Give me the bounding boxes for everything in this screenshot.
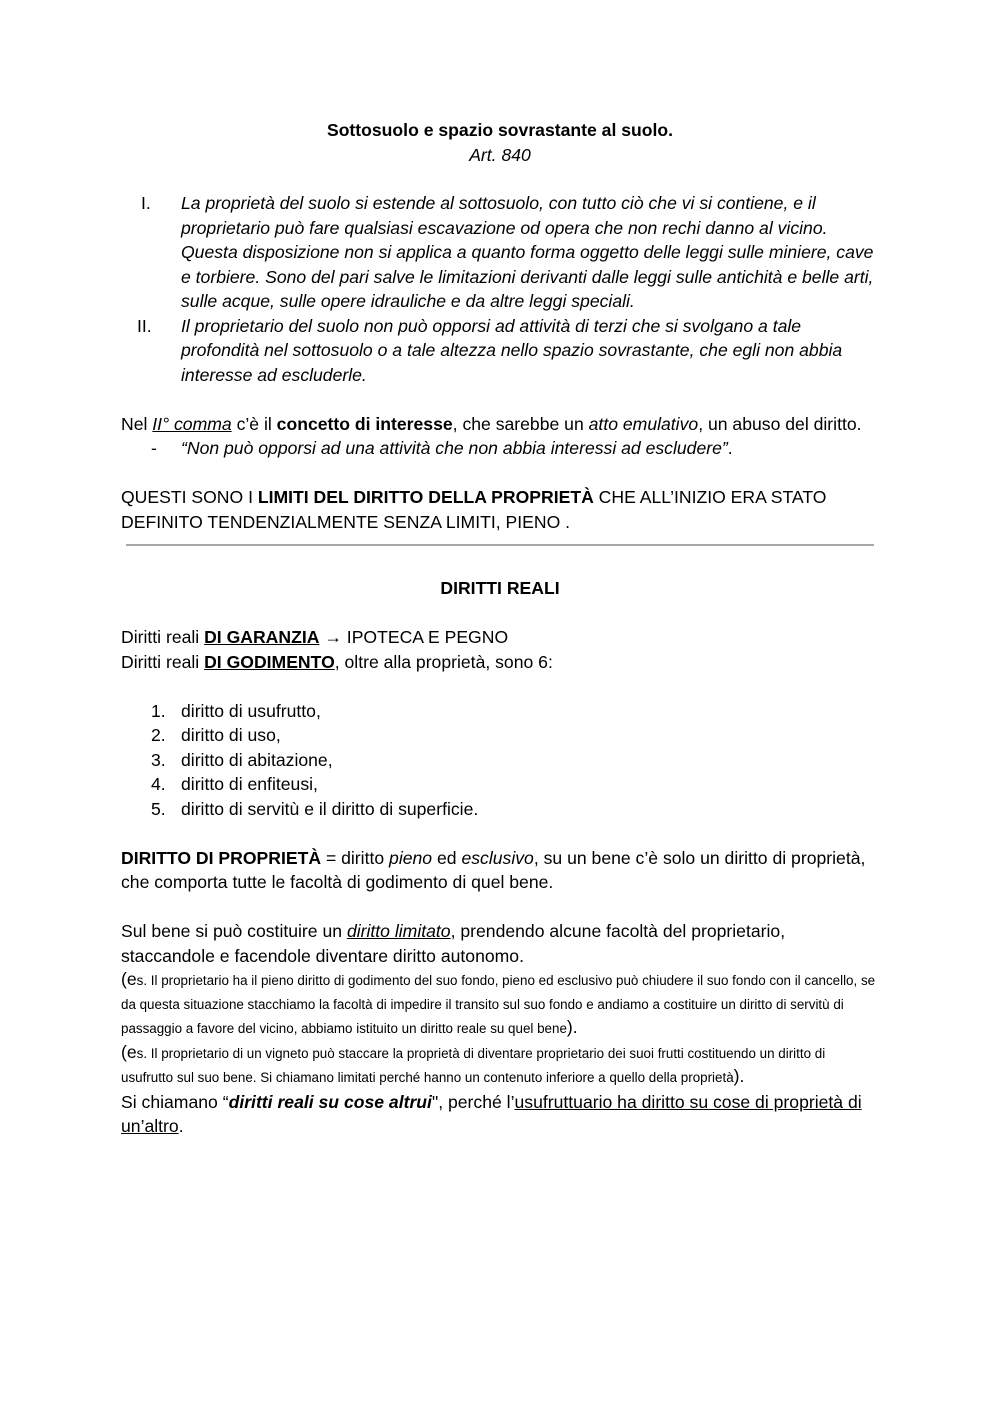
limits-bold: LIMITI DEL DIRITTO DELLA PROPRIETÀ xyxy=(257,487,594,507)
text-run: s. Il proprietario di un vigneto può staccare la proprietà di diventare proprietario dei suoi frutti costituendo un diritto di usufrutto sul suo bene. Si chiamano limitati perché hanno un contenuto inferiore a quello della proprietà xyxy=(121,1045,826,1085)
bullet-dash: - xyxy=(151,438,157,458)
text-run: Diritti reali xyxy=(121,627,205,647)
text-run: Nel xyxy=(121,413,153,434)
text-run: ", perché l’ xyxy=(431,1091,515,1112)
page-title: Sottosuolo e spazio sovrastante al suolo. xyxy=(326,120,674,140)
list-item-text: diritto di servitù e il diritto di superficie. xyxy=(181,798,479,819)
list-item xyxy=(121,436,879,461)
list-item-text xyxy=(181,436,879,461)
text-run: = diritto xyxy=(321,847,390,868)
garanzia-line xyxy=(121,625,879,650)
list-item xyxy=(121,748,879,773)
horizontal-divider xyxy=(126,544,874,546)
godimento-line xyxy=(121,650,879,675)
list-item-text: diritto di usufrutto, xyxy=(181,700,321,721)
section-title: DIRITTI REALI xyxy=(440,578,560,598)
list-item xyxy=(121,191,879,314)
text-run: ). xyxy=(733,1066,745,1086)
emulative-act: atto emulativo xyxy=(588,413,699,434)
text-run: , su un bene c’è solo un diritto di proprietà, che comporta tutte le facoltà di godimento di quel bene. xyxy=(121,847,866,892)
list-marker: II. xyxy=(137,315,152,336)
text-run: , un abuso del diritto. xyxy=(698,413,862,434)
text-run: Sul bene si può costituire un xyxy=(121,921,347,941)
text-run: → IPOTECA E PEGNO xyxy=(319,627,509,647)
article-number: Art. 840 xyxy=(469,144,531,165)
godimento-label: DI GODIMENTO xyxy=(204,651,335,672)
esclusivo-word: esclusivo xyxy=(461,847,534,868)
text-run: c’è il xyxy=(231,413,277,434)
usufruttuario-text: usufruttuario ha diritto su cose di proprietà di un’altro xyxy=(121,1091,862,1136)
text-run: . xyxy=(178,1116,184,1136)
document-page xyxy=(121,118,879,1139)
list-item-text: diritto di abitazione, xyxy=(181,749,333,770)
comma-reference: II° comma xyxy=(152,413,232,434)
list-marker: 5. xyxy=(151,798,166,819)
list-item xyxy=(121,797,879,822)
garanzia-label: DI GARANZIA xyxy=(204,627,320,647)
list-item-text: La proprietà del suolo si estende al sottosuolo, con tutto ciò che vi si contiene, e il proprietario può fare qualsiasi escavazione od opera che non rechi danno al vicino. Questa disposizione non si applica a quanto forma oggetto delle leggi sulle miniere, cave e torbiere. Sono del pari salve le limitazioni derivanti dalle leggi sulle antichità e belle arti, sulle acque, sulle opere idrauliche e da altre leggi speciali. xyxy=(181,193,874,311)
text-run: ). xyxy=(566,1017,578,1037)
text-run: (e xyxy=(121,1041,137,1062)
text-run: , oltre alla proprietà, sono 6: xyxy=(334,651,553,672)
text-run: (e xyxy=(121,969,137,989)
text-run: Si chiamano “ xyxy=(121,1091,229,1112)
text-run: , prendendo alcune facoltà del proprietario, staccandole e facendole diventare diritto autonomo. xyxy=(121,921,786,966)
limits-paragraph xyxy=(121,485,879,534)
list-marker: I. xyxy=(141,193,151,213)
quote-text: “Non può opporsi ad una attività che non abbia interessi ad escludere” xyxy=(181,438,728,458)
list-item-text: Il proprietario del suolo non può opporsi ad attività di terzi che si svolgano a tale profondità nel sottosuolo o a tale altezza nello spazio sovrastante, che egli non abbia interesse ad escluderle. xyxy=(181,315,843,385)
list-item xyxy=(121,314,879,388)
example-note xyxy=(121,968,879,1041)
text-run: CHE ALL’INIZIO ERA STATO DEFINITO TENDENZIALMENTE SENZA LIMITI, PIENO . xyxy=(121,487,827,532)
proprieta-label: DIRITTO DI PROPRIETÀ xyxy=(121,847,322,868)
list-item xyxy=(121,699,879,724)
list-marker: 4. xyxy=(151,774,166,794)
list-marker: 1. xyxy=(151,700,166,721)
proprieta-paragraph xyxy=(121,846,879,895)
diritti-altrui: diritti reali su cose altrui xyxy=(228,1091,432,1112)
list-marker: 3. xyxy=(151,749,166,770)
text-run: Diritti reali xyxy=(121,651,205,672)
pieno-word: pieno xyxy=(389,847,433,868)
list-item-text: diritto di enfiteusi, xyxy=(181,774,318,794)
example-note xyxy=(121,1041,879,1090)
limitato-paragraph xyxy=(121,919,879,968)
comma-paragraph xyxy=(121,412,879,437)
text-run: s. Il proprietario ha il pieno diritto di godimento del suo fondo, pieno ed esclusivo può chiudere il suo fondo con il cancello, se da questa situazione stacchiamo la facoltà di impedire il transito sul suo fondo e andiamo a costituire un diritto di servitù di passaggio a favore del vicino, abbiamo istituito un diritto reale su quel bene xyxy=(121,973,876,1036)
text-run: QUESTI SONO I xyxy=(121,487,258,507)
list-item xyxy=(121,772,879,797)
altrui-paragraph xyxy=(121,1090,879,1139)
diritto-limitato: diritto limitato xyxy=(346,921,451,941)
interest-concept: concetto di interesse xyxy=(276,413,453,434)
text-run: . xyxy=(727,438,733,458)
text-run: , che sarebbe un xyxy=(452,413,589,434)
list-item-text: diritto di uso, xyxy=(181,725,281,745)
text-run: ed xyxy=(432,847,462,868)
list-marker: 2. xyxy=(151,725,166,745)
list-item xyxy=(121,723,879,748)
